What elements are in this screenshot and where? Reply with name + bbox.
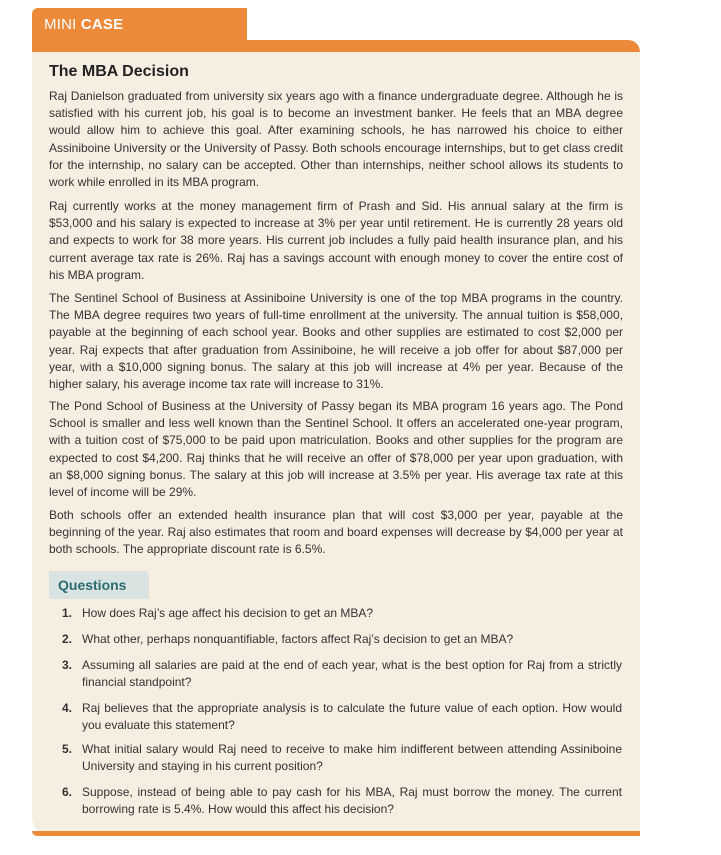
questions-heading: Questions [58, 577, 127, 593]
mini-case-label [44, 16, 123, 33]
case-title: The MBA Decision [49, 63, 189, 80]
question-text: How does Raj’s age affect his decision to get an MBA? [82, 606, 374, 620]
question-text: What initial salary would Raj need to receive to make him indifferent between attending Assiniboine University and staying in his current position? [82, 742, 622, 773]
case-paragraph: Both schools offer an extended health insurance plan that will cost $3,000 per year, payable at the beginning of the year. Raj also estimates that room and board expenses will decrease by $4,000 per year at both schools. The appropriate discount rate is 6.5%. [49, 508, 623, 557]
question-text: Raj believes that the appropriate analysis is to calculate the future value of each option. How would you evaluate this statement? [82, 701, 622, 732]
case-paragraph: Raj currently works at the money management firm of Prash and Sid. His annual salary at the firm is $53,000 and his salary is expected to increase at 3% per year until retirement. He is currently 28 years old and expects to work for 38 more years. His current job includes a fully paid health insurance plan, and his current average tax rate is 26%. Raj has a savings account with enough money to cover the entire cost of his MBA program. [49, 199, 623, 282]
question-text: Assuming all salaries are paid at the end of each year, what is the best option for Raj from a strictly financial standpoint? [82, 658, 622, 689]
question-text: What other, perhaps nonquantifiable, factors affect Raj’s decision to get an MBA? [82, 632, 514, 646]
question-number: 4. [62, 701, 73, 715]
question-number: 2. [62, 632, 73, 646]
question-number: 3. [62, 658, 73, 672]
case-paragraph: The Pond School of Business at the University of Passy began its MBA program 16 years ago. The Pond School is smaller and less well known than the Sentinel School. It offers an accelerated one-year program, with a tuition cost of $75,000 to be paid upon matriculation. Books and other supplies for the program are expected to cost $4,200. Raj thinks that he will receive an offer of $78,000 per year upon graduation, with an $8,000 signing bonus. The salary at this job will increase at 3.5% per year. His average tax rate at this level of income will be 29%. [49, 399, 623, 500]
question-number: 6. [62, 785, 73, 799]
case-paragraph: The Sentinel School of Business at Assiniboine University is one of the top MBA programs in the country. The MBA degree requires two years of full-time enrollment at the university. The annual tuition is $58,000, payable at the beginning of each school year. Books and other supplies are estimated to cost $2,000 per year. Raj expects that after graduation from Assiniboine, he will receive a job offer for about $87,000 per year, with a $10,000 signing bonus. The salary at this job will increase at 4% per year. Because of the higher salary, his average income tax rate will increase to 31%. [49, 291, 623, 392]
question-text: Suppose, instead of being able to pay cash for his MBA, Raj must borrow the money. The current borrowing rate is 5.4%. How would this affect his decision? [82, 785, 622, 816]
mini-case-label-part1: MINI [44, 16, 77, 33]
question-number: 5. [62, 742, 73, 756]
case-paragraph: Raj Danielson graduated from university six years ago with a finance undergraduate degree. Although he is satisfied with his current job, his goal is to become an investment banker. He feels that an MBA degree would allow him to achieve this goal. After examining schools, he has narrowed his choice to either Assiniboine University or the University of Passy. Both schools encourage internships, but to get class credit for the internship, no salary can be accepted. Other than internships, neither school allows its students to work while enrolled in its MBA program. [49, 89, 623, 190]
mini-case-label-part2: CASE [80, 16, 124, 33]
panel-bottom-rule [32, 831, 640, 836]
question-number: 1. [62, 606, 73, 620]
header-rule [32, 40, 640, 52]
